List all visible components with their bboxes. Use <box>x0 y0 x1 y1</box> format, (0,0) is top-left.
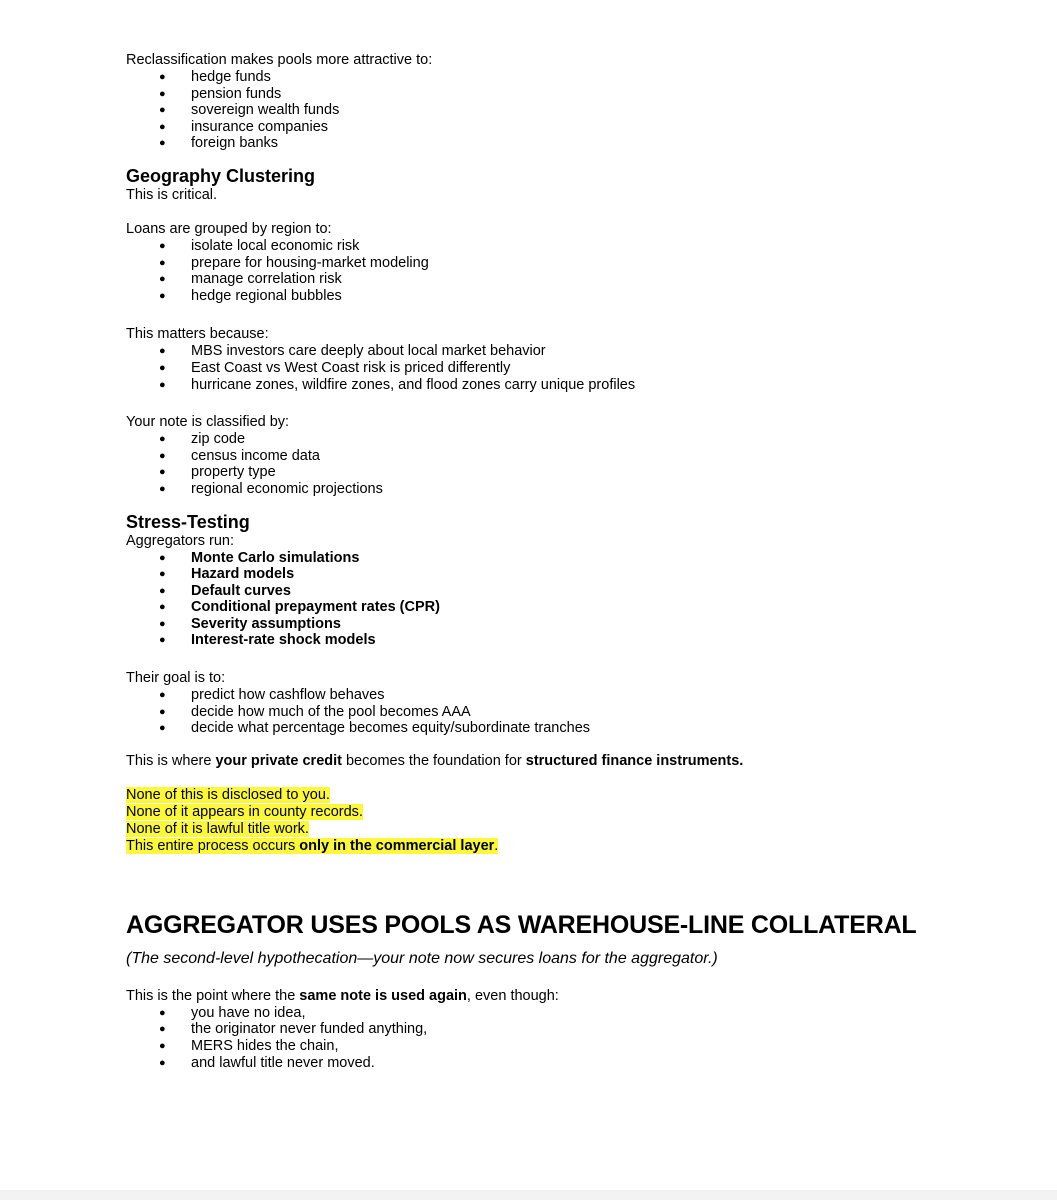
bullet-icon: ● <box>159 617 166 630</box>
bullet-icon: ● <box>159 1006 166 1019</box>
bullet-icon: ● <box>159 705 166 718</box>
stress-testing-heading: Stress-Testing <box>126 511 250 532</box>
page-bottom-edge <box>0 1190 1057 1200</box>
models-list <box>126 550 986 650</box>
list-item: ● predict how cashflow behaves <box>159 687 385 704</box>
bullet-icon: ● <box>159 466 166 479</box>
bullet-icon: ● <box>159 1040 166 1053</box>
list-item: ● MERS hides the chain, <box>159 1038 339 1055</box>
document-page <box>126 52 986 1071</box>
bullet-icon: ● <box>159 345 166 358</box>
list-item: ● decide how much of the pool becomes AAA <box>159 703 471 720</box>
bullet-icon: ● <box>159 137 166 150</box>
list-item: ● the originator never funded anything, <box>159 1021 428 1038</box>
highlight-line: None of it is lawful title work. <box>126 820 309 837</box>
bullet-icon: ● <box>159 256 166 269</box>
matters-intro: This matters because: <box>126 326 269 343</box>
classified-list <box>126 431 986 497</box>
list-item: ● Monte Carlo simulations <box>159 549 360 566</box>
bullet-icon: ● <box>159 449 166 462</box>
section-title: AGGREGATOR USES POOLS AS WAREHOUSE-LINE COLLATERAL <box>126 910 917 939</box>
list-item: ● MBS investors care deeply about local market behavior <box>159 343 546 360</box>
foundation-statement: This is where your private credit becomes the foundation for structured finance instruments. <box>126 752 744 769</box>
bullet-icon: ● <box>159 87 166 100</box>
bullet-icon: ● <box>159 568 166 581</box>
classified-intro: Your note is classified by: <box>126 414 290 431</box>
bullet-icon: ● <box>159 289 166 302</box>
bullet-icon: ● <box>159 239 166 252</box>
bullet-icon: ● <box>159 104 166 117</box>
goal-list <box>126 687 986 737</box>
list-item: ● and lawful title never moved. <box>159 1054 375 1071</box>
geography-clustering-heading: Geography Clustering <box>126 165 316 186</box>
list-item: ● East Coast vs West Coast risk is priced differently <box>159 359 511 376</box>
bullet-icon: ● <box>159 722 166 735</box>
list-item: ● you have no idea, <box>159 1004 306 1021</box>
grouped-intro: Loans are grouped by region to: <box>126 220 332 237</box>
highlighted-block <box>126 787 986 855</box>
list-item: ● Hazard models <box>159 566 295 583</box>
list-item: ● Conditional prepayment rates (CPR) <box>159 599 440 616</box>
list-item: ● pension funds <box>159 85 282 102</box>
list-item: ● sovereign wealth funds <box>159 102 340 119</box>
list-item: ● prepare for housing-market modeling <box>159 254 429 271</box>
reuse-list <box>126 1005 986 1071</box>
aggregators-run-intro: Aggregators run: <box>126 532 235 549</box>
list-item: ● decide what percentage becomes equity/subordinate tranches <box>159 720 591 737</box>
list-item: ● census income data <box>159 447 320 464</box>
list-item: ● foreign banks <box>159 135 279 152</box>
bullet-icon: ● <box>159 689 166 702</box>
list-item: ● regional economic projections <box>159 480 383 497</box>
bullet-icon: ● <box>159 378 166 391</box>
list-item: ● Severity assumptions <box>159 615 341 632</box>
bullet-icon: ● <box>159 634 166 647</box>
bullet-icon: ● <box>159 584 166 597</box>
bullet-icon: ● <box>159 551 166 564</box>
bullet-icon: ● <box>159 601 166 614</box>
reclassification-intro: Reclassification makes pools more attractive to: <box>126 52 433 68</box>
list-item: ● hedge regional bubbles <box>159 287 342 304</box>
bullet-icon: ● <box>159 71 166 83</box>
list-item: ● insurance companies <box>159 118 329 135</box>
highlight-line: None of this is disclosed to you. <box>126 786 330 803</box>
list-item: ● hurricane zones, wildfire zones, and flood zones carry unique profiles <box>159 376 636 393</box>
bullet-icon: ● <box>159 361 166 374</box>
bullet-icon: ● <box>159 433 166 446</box>
list-item: ● zip code <box>159 431 246 448</box>
investor-list <box>126 69 986 152</box>
bullet-icon: ● <box>159 1056 166 1069</box>
bullet-icon: ● <box>159 482 166 495</box>
list-item: ● hedge funds <box>159 69 271 85</box>
highlight-line: This entire process occurs only in the commercial layer. <box>126 837 499 854</box>
matters-list <box>126 343 986 393</box>
reuse-intro: This is the point where the same note is used again, even though: <box>126 987 559 1004</box>
section-subtitle: (The second-level hypothecation—your note now secures loans for the aggregator.) <box>126 949 718 967</box>
goal-intro: Their goal is to: <box>126 670 226 687</box>
list-item: ● manage correlation risk <box>159 271 342 288</box>
bullet-icon: ● <box>159 120 166 133</box>
grouped-list <box>126 238 986 304</box>
list-item: ● Interest-rate shock models <box>159 632 376 649</box>
bullet-icon: ● <box>159 1023 166 1036</box>
list-item: ● isolate local economic risk <box>159 237 360 254</box>
critical-text: This is critical. <box>126 186 218 203</box>
bullet-icon: ● <box>159 273 166 286</box>
list-item: ● property type <box>159 464 276 481</box>
highlight-line: None of it appears in county records. <box>126 803 363 820</box>
list-item: ● Default curves <box>159 582 291 599</box>
